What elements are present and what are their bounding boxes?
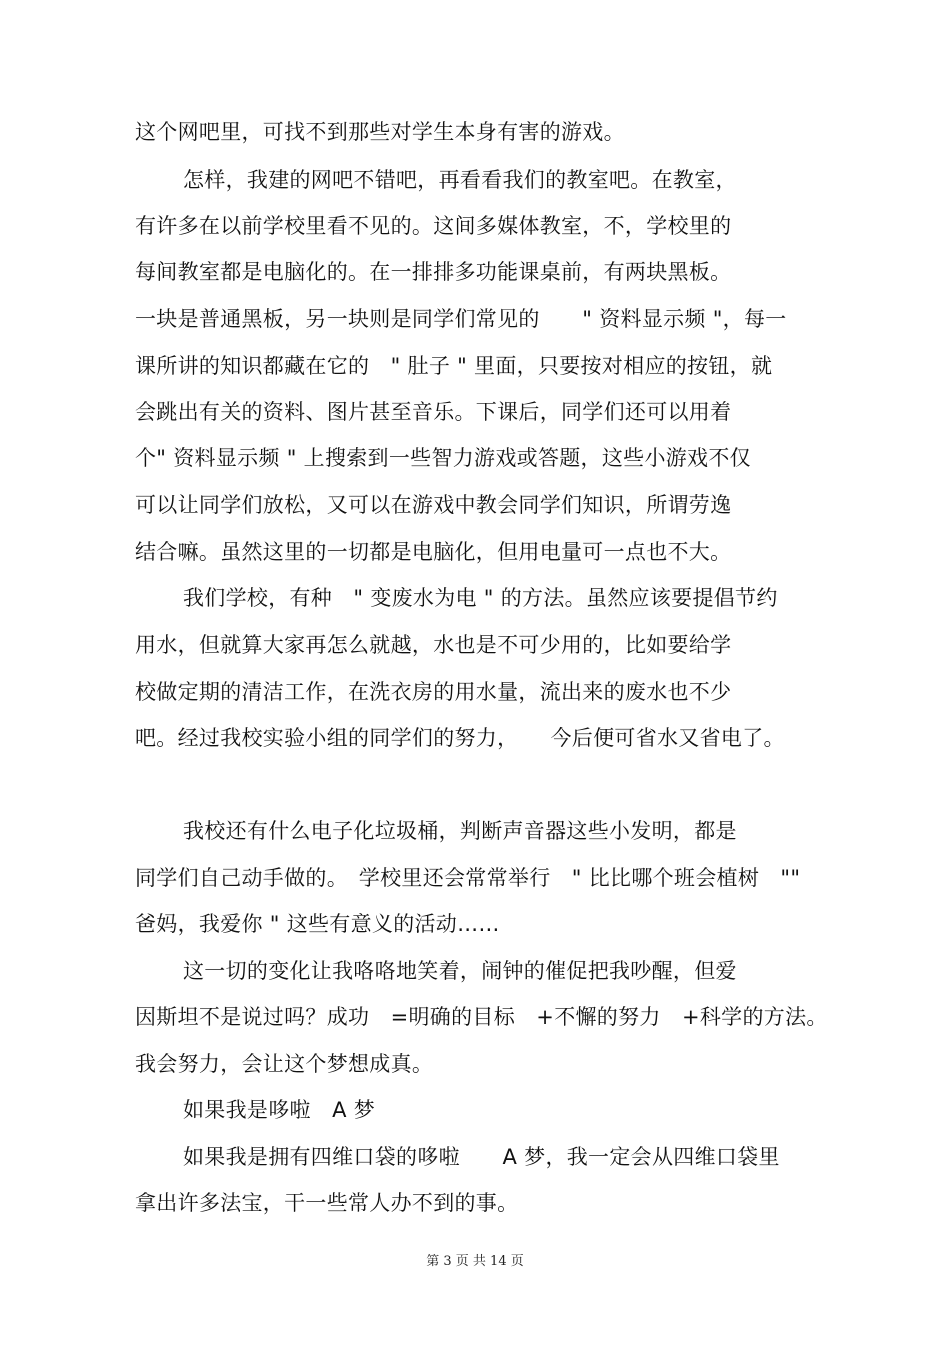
page-number: 第 3 页 共 14 页 <box>426 1254 524 1269</box>
text-line: 可以让同学们放松，又可以在游戏中教会同学们知识，所谓劳逸 <box>135 493 732 517</box>
paragraph-start-line: 如果我是拥有四维口袋的哆啦 A 梦，我一定会从四维口袋里 <box>183 1145 780 1169</box>
text-line: 拿出许多法宝，干一些常人办不到的事。 <box>135 1191 519 1215</box>
text-line: 用水，但就算大家再怎么就越，水也是不可少用的，比如要给学 <box>135 633 732 657</box>
text-line: 这个网吧里，可找不到那些对学生本身有害的游戏。 <box>135 120 625 144</box>
paragraph-start-line: 我们学校，有种 " 变废水为电 " 的方法。虽然应该要提倡节约 <box>183 586 778 610</box>
paragraph-start-line: 怎样，我建的网吧不错吧，再看看我们的教室吧。在教室， <box>183 168 737 192</box>
text-line: 会跳出有关的资料、图片甚至音乐。下课后，同学们还可以用着 <box>135 400 732 424</box>
text-line: 因斯坦不是说过吗？成功 =明确的目标 +不懈的努力 +科学的方法。 <box>135 1005 828 1029</box>
text-line: 个" 资料显示频 " 上搜索到一些智力游戏或答题，这些小游戏不仅 <box>135 446 751 470</box>
text-line: 一块是普通黑板，另一块则是同学们常见的 " 资料显示频 "，每一 <box>135 307 787 331</box>
text-line: 每间教室都是电脑化的。在一排排多功能课桌前，有两块黑板。 <box>135 260 732 284</box>
text-line: 校做定期的清洁工作，在洗衣房的用水量，流出来的废水也不少 <box>135 680 732 704</box>
text-line: 我会努力，会让这个梦想成真。 <box>135 1052 434 1076</box>
paragraph-start-line: 这一切的变化让我咯咯地笑着，闹钟的催促把我吵醒，但爱 <box>183 959 737 983</box>
section-title: 如果我是哆啦 A 梦 <box>183 1098 376 1122</box>
text-line: 爸妈，我爱你 " 这些有意义的活动…… <box>135 912 500 936</box>
text-line: 吧。经过我校实验小组的同学们的努力， 今后便可省水又省电了。 <box>135 726 785 750</box>
paragraph-start-line: 我校还有什么电子化垃圾桶，判断声音器这些小发明，都是 <box>183 819 737 843</box>
text-line: 课所讲的知识都藏在它的 " 肚子 " 里面，只要按对相应的按钮，就 <box>135 354 773 378</box>
text-line: 结合嘛。虽然这里的一切都是电脑化，但用电量可一点也不大。 <box>135 540 732 564</box>
text-line: 同学们自己动手做的。 学校里还会常常举行 " 比比哪个班会植树 "" <box>135 866 801 890</box>
text-line: 有许多在以前学校里看不见的。这间多媒体教室，不，学校里的 <box>135 214 732 238</box>
